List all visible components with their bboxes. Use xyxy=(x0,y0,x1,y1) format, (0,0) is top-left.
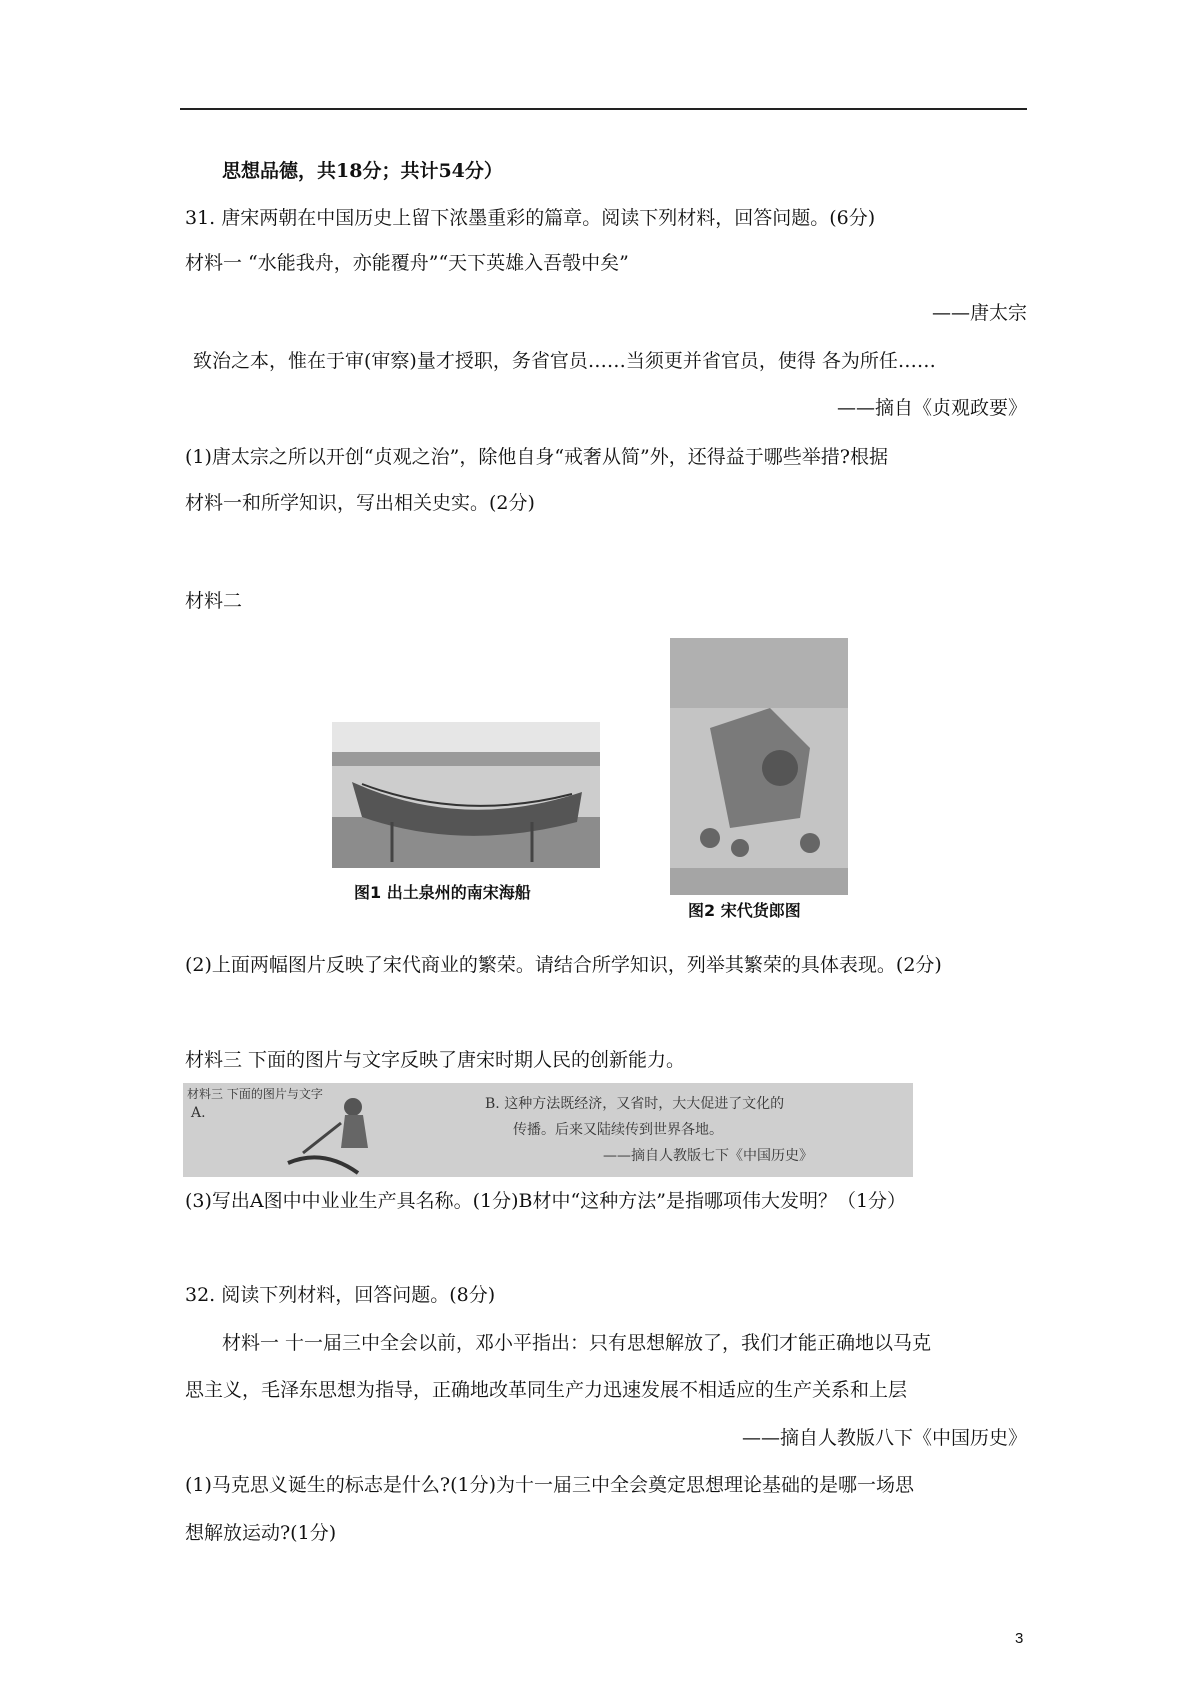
page-number: 3 xyxy=(1015,1630,1024,1647)
strip-label-a: A. xyxy=(191,1105,206,1121)
q31-material1-attribution2: ——摘自《贞观政要》 xyxy=(836,397,1027,419)
strip-b-attribution: ——摘自人教版七下《中国历史》 xyxy=(603,1148,813,1164)
fig1-caption: 图1 出土泉州的南宋海船 xyxy=(354,883,531,902)
fig2-peddler-painting xyxy=(670,638,848,895)
material3-strip-image xyxy=(183,1083,913,1177)
q32-question1-line2: 想解放运动?(1分) xyxy=(185,1522,337,1544)
section-header: 思想品德，共18分；共计54分） xyxy=(222,160,503,182)
strip-b-line2: 传播。后来又陆续传到世界各地。 xyxy=(513,1122,723,1138)
farmer-tool-illustration xyxy=(283,1093,403,1177)
q31-material1-attribution1: ——唐太宗 xyxy=(931,302,1027,324)
q31-question1-line1: (1)唐太宗之所以开创“贞观之治”，除他自身“戒奢从简”外，还得益于哪些举措?根据 xyxy=(185,446,888,468)
q31-stem: 31. 唐宋两朝在中国历史上留下浓墨重彩的篇章。阅读下列材料，回答问题。(6分) xyxy=(185,207,876,229)
q32-stem: 32. 阅读下列材料，回答问题。(8分) xyxy=(185,1284,496,1306)
header-rule xyxy=(180,108,1027,110)
painting-illustration xyxy=(670,638,848,895)
q32-question1-line1: (1)马克思义诞生的标志是什么?(1分)为十一届三中全会奠定思想理论基础的是哪一场思 xyxy=(185,1474,915,1496)
q32-material1-line2: 思主义，毛泽东思想为指导，正确地改革同生产力迅速发展不相适应的生产关系和上层 xyxy=(185,1379,908,1401)
q31-material2-label: 材料二 xyxy=(185,590,243,612)
q31-material3-line: 材料三 下面的图片与文字反映了唐宋时期人民的创新能力。 xyxy=(185,1049,686,1071)
ship-illustration xyxy=(332,722,600,868)
fig2-caption: 图2 宋代货郎图 xyxy=(688,901,801,920)
q31-material1-line2: 致治之本，惟在于审(审察)量才授职，务省官员……当须更并省官员，使得 各为所任…… xyxy=(193,350,936,372)
q31-material1-line1: 材料一 “水能我舟，亦能覆舟”“天下英雄入吾彀中矣” xyxy=(185,252,629,274)
q31-question2: (2)上面两幅图片反映了宋代商业的繁荣。请结合所学知识，列举其繁荣的具体表现。(2分) xyxy=(185,954,942,976)
strip-top-left-text: 材料三 下面的图片与文字 xyxy=(187,1087,323,1101)
q31-question3: (3)写出A图中中业业生产具名称。(1分)B材中“这种方法”是指哪项伟大发明？（1分） xyxy=(185,1190,907,1212)
strip-b-line1: B. 这种方法既经济，又省时，大大促进了文化的 xyxy=(485,1096,785,1112)
q31-question1-line2: 材料一和所学知识，写出相关史实。(2分) xyxy=(185,492,535,514)
q32-material1-line1: 材料一 十一届三中全会以前，邓小平指出：只有思想解放了，我们才能正确地以马克 xyxy=(222,1332,932,1354)
q32-material1-attribution: ——摘自人教版八下《中国历史》 xyxy=(741,1427,1027,1449)
fig1-ship-photo xyxy=(332,722,600,868)
